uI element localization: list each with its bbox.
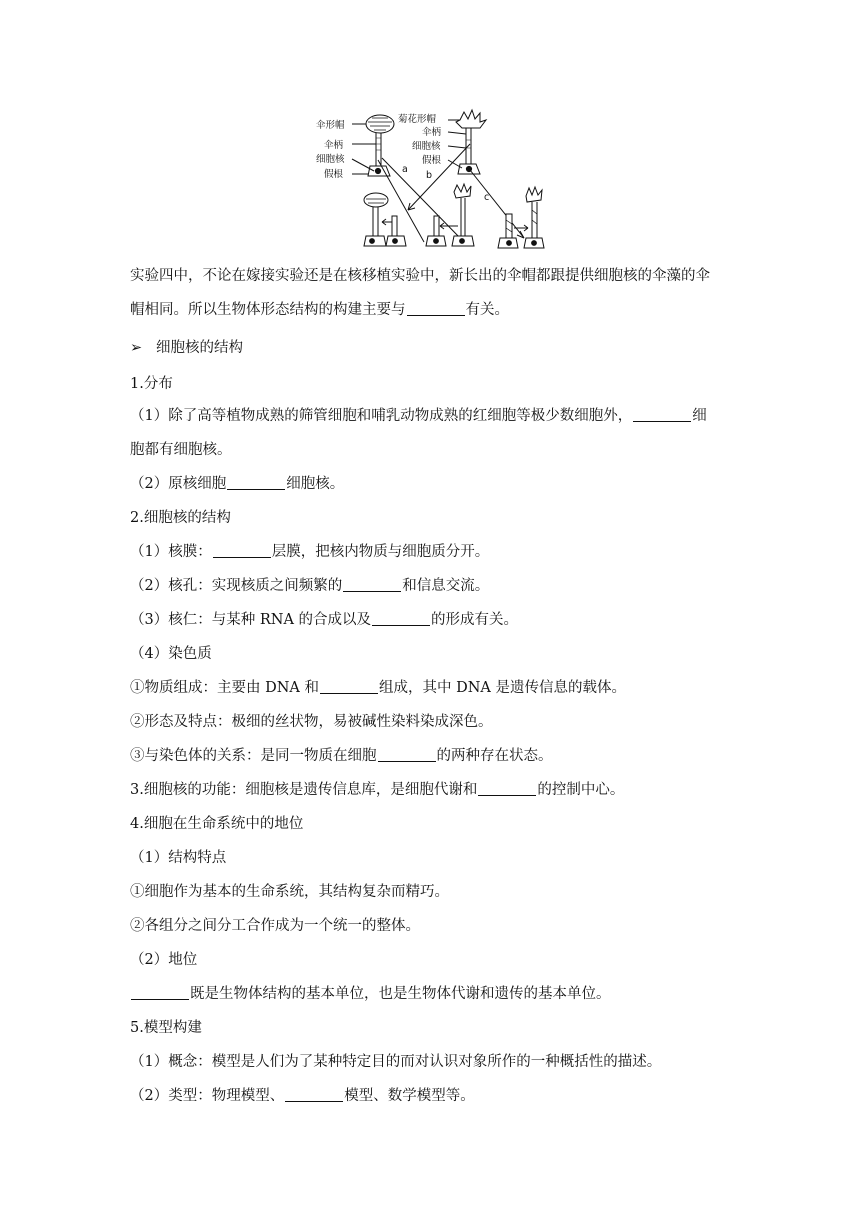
text-segment: ②各组分之间分工合作成为一个统一的整体。 [130, 918, 420, 934]
text-segment: ①细胞作为基本的生命系统，其结构复杂而精巧。 [130, 884, 449, 900]
text-segment: 模型、数学模型等。 [344, 1088, 475, 1104]
text-segment: 5.模型构建 [130, 1020, 202, 1036]
text-line [130, 984, 611, 1004]
text-line [130, 1086, 475, 1106]
text-segment: 组成，其中 DNA 是遗传信息的载体。 [379, 680, 627, 696]
text-line [130, 440, 232, 460]
acetabularia-experiment-figure [312, 104, 548, 254]
fill-in-blank[interactable] [378, 747, 436, 762]
text-segment: （2）核孔：实现核质之间频繁的 [130, 578, 343, 594]
text-line [130, 542, 489, 562]
label-stalk-right: 伞柄 [422, 127, 442, 138]
text-segment: 实验四中，不论在嫁接实验还是在核移植实验中，新长出的伞帽都跟提供细胞核的伞藻的伞 [130, 268, 710, 284]
label-chrysanthemum-cap: 菊花形帽 [398, 114, 437, 125]
text-segment: 既是生物体结构的基本单位，也是生物体代谢和遗传的基本单位。 [190, 986, 611, 1002]
text-line [130, 406, 707, 426]
fill-in-blank[interactable] [478, 781, 536, 796]
label-rhizoid-left: 假根 [324, 169, 344, 180]
label-stalk-left: 伞柄 [324, 140, 344, 151]
text-line [130, 712, 493, 732]
text-line [130, 746, 553, 766]
text-line [130, 610, 518, 630]
text-segment: 层膜，把核内物质与细胞质分开。 [271, 544, 490, 560]
text-segment: ③与染色体的关系：是同一物质在细胞 [130, 748, 377, 764]
text-line [130, 644, 212, 664]
text-segment: 细胞核的结构 [156, 340, 243, 356]
fill-in-blank[interactable] [633, 407, 691, 422]
text-segment: 3.细胞核的功能：细胞核是遗传信息库，是细胞代谢和 [130, 782, 478, 798]
text-line [130, 474, 344, 494]
text-segment: （3）核仁：与某种 RNA 的合成以及 [130, 612, 372, 628]
text-segment: 细 [692, 408, 707, 424]
text-segment: 的两种存在状态。 [436, 748, 553, 764]
arrow-label-b: b [426, 170, 433, 181]
text-segment: （2）原核细胞 [130, 476, 227, 492]
text-segment: 的形成有关。 [431, 612, 519, 628]
text-segment: 帽相同。所以生物体形态结构的构建主要与 [130, 302, 406, 318]
text-segment: ②形态及特点：极细的丝状物，易被碱性染料染成深色。 [130, 714, 493, 730]
label-umbrella-cap: 伞形帽 [316, 120, 345, 131]
text-segment: 细胞核。 [286, 476, 345, 492]
text-segment: （2）地位 [130, 952, 198, 968]
fill-in-blank[interactable] [320, 679, 378, 694]
text-line [130, 300, 509, 320]
text-segment: 1.分布 [130, 376, 173, 392]
text-segment: 和信息交流。 [402, 578, 490, 594]
text-line [130, 678, 626, 698]
arrow-label-a: a [402, 164, 408, 175]
text-line [130, 338, 243, 358]
text-line [130, 266, 710, 286]
text-segment: ①物质组成：主要由 DNA 和 [130, 680, 320, 696]
text-segment: 胞都有细胞核。 [130, 442, 232, 458]
text-segment: 有关。 [465, 302, 509, 318]
text-line [130, 950, 197, 970]
text-segment: 4.细胞在生命系统中的地位 [130, 816, 304, 832]
text-line [130, 508, 231, 528]
fill-in-blank[interactable] [407, 301, 465, 316]
text-line [130, 1052, 661, 1072]
fill-in-blank[interactable] [131, 985, 189, 1000]
text-segment: （4）染色质 [130, 646, 212, 662]
text-segment: 的控制中心。 [537, 782, 625, 798]
text-segment: （2）类型：物理模型、 [130, 1088, 285, 1104]
text-segment: （1）核膜： [130, 544, 212, 560]
text-segment: 2.细胞核的结构 [130, 510, 231, 526]
fill-in-blank[interactable] [285, 1087, 343, 1102]
label-rhizoid-right: 假根 [422, 155, 442, 166]
fill-in-blank[interactable] [227, 475, 285, 490]
text-line [130, 1018, 202, 1038]
fill-in-blank[interactable] [372, 611, 430, 626]
bullet-icon: ➢ [130, 340, 143, 356]
text-line [130, 848, 226, 868]
text-segment: （1）结构特点 [130, 850, 227, 866]
label-nucleus-left: 细胞核 [316, 154, 345, 165]
text-line [130, 374, 173, 394]
text-segment: （1）概念：模型是人们为了某种特定目的而对认识对象所作的一种概括性的描述。 [130, 1054, 662, 1070]
text-line [130, 916, 420, 936]
text-line [130, 882, 449, 902]
text-line [130, 576, 489, 596]
text-line [130, 814, 303, 834]
fill-in-blank[interactable] [343, 577, 401, 592]
arrow-label-c: c [484, 192, 490, 203]
label-nucleus-right: 细胞核 [412, 141, 441, 152]
text-segment: （1）除了高等植物成熟的筛管细胞和哺乳动物成熟的红细胞等极少数细胞外， [130, 408, 633, 424]
text-line [130, 780, 624, 800]
fill-in-blank[interactable] [213, 543, 271, 558]
